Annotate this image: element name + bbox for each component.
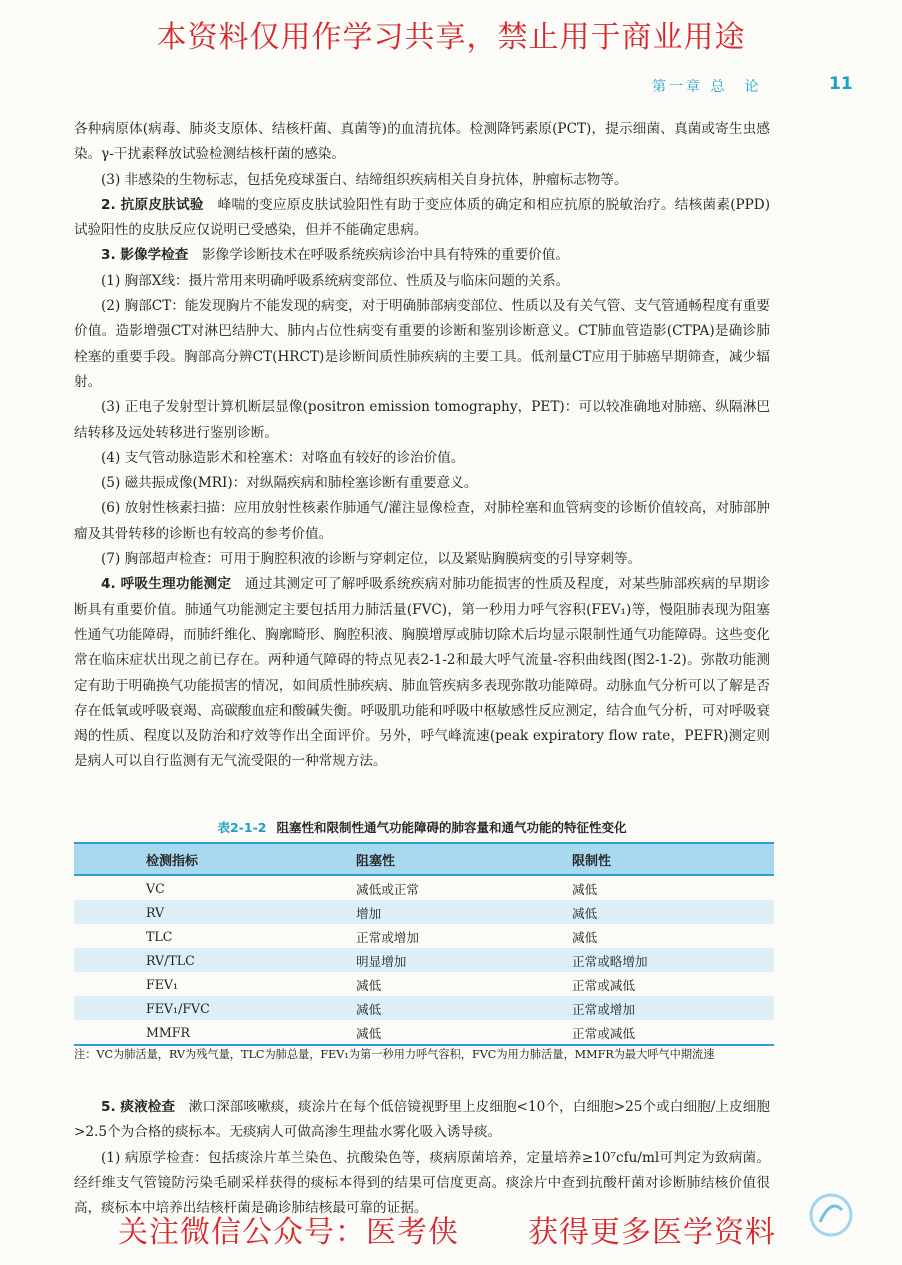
paragraph: (1) 胸部X线：摄片常用来明确呼吸系统病变部位、性质及与临床问题的关系。 <box>101 272 570 289</box>
table-caption <box>74 818 770 836</box>
table-cell: 减低 <box>356 977 382 993</box>
table-row <box>74 972 774 996</box>
paragraph: (5) 磁共振成像(MRI)：对纵隔疾病和肺栓塞诊断有重要意义。 <box>101 475 478 492</box>
chapter-title: 第一章 总 论 <box>652 79 762 95</box>
table-cell: FEV₁ <box>146 976 179 992</box>
table-cell: RV <box>74 900 356 924</box>
table-cell: 正常或减低 <box>572 977 635 993</box>
paragraph: (1) 病原学检查：包括痰涂片革兰染色、抗酸染色等，痰病原菌培养，定量培养≥10⁷cfu/ml可判定为致病菌。经纤维支气管镜防污染毛刷采样获得的痰标本得到的结果可信度更高。痰涂片中查到抗酸杆菌对诊断肺结核价值很高，痰标本中培养出结核杆菌是确诊肺结核最可靠的证据。 <box>74 1149 770 1217</box>
paragraph-skin-test <box>74 193 770 244</box>
decorative-logo-icon <box>806 1190 856 1240</box>
paragraph-lung-function <box>74 572 770 774</box>
table-cell: 正常或略增加 <box>572 948 774 972</box>
table-number: 表2-1-2 <box>217 820 267 835</box>
paragraph-sputum <box>74 1095 770 1146</box>
table-cell: MMFR <box>74 1020 356 1045</box>
table-cell: 减低 <box>572 881 598 897</box>
section-heading: 3. 影像学检查 <box>101 247 189 264</box>
page-number: 11 <box>829 74 853 94</box>
paragraph: (3) 非感染的生物标志，包括免疫球蛋白、结缔组织疾病相关自身抗体，肿瘤标志物等。 <box>101 171 628 188</box>
running-header <box>0 75 902 97</box>
paragraph: (7) 胸部超声检查：可用于胸腔积液的诊断与穿刺定位，以及紧贴胸膜病变的引导穿刺等。 <box>101 551 642 568</box>
paragraph-imaging <box>74 243 770 268</box>
column-header: 限制性 <box>572 843 774 875</box>
paragraph: (3) 正电子发射型计算机断层显像(positron emission tomography，PET)：可以较准确地对肺癌、纵隔淋巴结转移及远处转移进行鉴别诊断。 <box>74 399 770 441</box>
table-cell: TLC <box>146 928 173 944</box>
paragraph-text: 影像学诊断技术在呼吸系统疾病诊治中具有特殊的重要价值。 <box>201 247 569 264</box>
column-header: 阻塞性 <box>356 843 572 875</box>
watermark-banner-top: 本资料仅用作学习共享，禁止用于商业用途 <box>156 20 746 55</box>
table-row <box>74 875 774 900</box>
paragraph: (6) 放射性核素扫描：应用放射性核素作肺通气/灌注显像检查，对肺栓塞和血管病变的诊断价值较高，对肺部肿瘤及其骨转移的诊断也有较高的参考价值。 <box>74 500 770 542</box>
section-heading: 4. 呼吸生理功能测定 <box>101 576 232 593</box>
table-cell: 增加 <box>356 900 572 924</box>
table-cell: 减低 <box>356 996 572 1020</box>
section-heading: 2. 抗原皮肤试验 <box>101 196 204 213</box>
table-row <box>74 924 774 948</box>
table-note: 注：VC为肺活量，RV为残气量，TLC为肺总量，FEV₁为第一秒用力呼气容积，FVC为用力肺活量，MMFR为最大呼气中期流速 <box>74 1048 715 1061</box>
paragraph-text: 峰喘的变应原皮肤试验阳性有助于变应体质的确定和相应抗原的脱敏治疗。结核菌素(PPD)试验阳性的皮肤反应仅说明已受感染，但并不能确定患病。 <box>74 196 771 239</box>
table-cell: 减低 <box>572 900 774 924</box>
paragraph-text: 通过其测定可了解呼吸系统疾病对肺功能损害的性质及程度，对某些肺部疾病的早期诊断具有重要价值。肺通气功能测定主要包括用力肺活量(FVC)，第一秒用力呼气容积(FEV₁)等，慢阻肺表现为阻塞性通气功能障碍，而肺纤维化、胸廓畸形、胸腔积液、胸膜增厚或肺切除术后均显示限制性通气功能障碍。这些变化常在临床症状出现之前已存在。两种通气障碍的特点见表2-1-2和最大呼气流量-容积曲线图(图2-1-2)。弥散功能测定有助于明确换气功能损害的情况，如间质性肺疾病、肺血管疾病多表现弥散功能障碍。动脉血气分析可以了解是否存在低氧或呼吸衰竭、高碳酸血症和酸碱失衡。呼吸肌功能和呼吸中枢敏感性反应测定，结合血气分析，可对呼吸衰竭的性质、程度以及防治和疗效等作出全面评价。另外，呼气峰流速(peak expiratory flow rate，PEFR)测定则是病人可以自行监测有无气流受限的一种常规方法。 <box>74 576 771 770</box>
table-row <box>74 948 774 972</box>
table-cell: 正常或增加 <box>356 929 419 945</box>
paragraph-text: 漱口深部咳嗽痰，痰涂片在每个低倍镜视野里上皮细胞<10个，白细胞>25个或白细胞/上皮细胞>2.5个为合格的痰标本。无痰病人可做高渗生理盐水雾化吸入诱导痰。 <box>74 1099 771 1141</box>
table-row <box>74 996 774 1020</box>
table-cell: 减低或正常 <box>356 881 419 897</box>
table-row <box>74 900 774 924</box>
main-text <box>74 117 770 775</box>
table-cell: VC <box>146 880 165 896</box>
column-header: 检测指标 <box>74 843 356 875</box>
main-text-continued <box>74 1095 770 1221</box>
table-cell: 正常或增加 <box>572 996 774 1020</box>
table-cell: 减低 <box>572 929 598 945</box>
table-cell: RV/TLC <box>74 948 356 972</box>
table-row <box>74 1020 774 1045</box>
paragraph: (4) 支气管动脉造影术和栓塞术：对咯血有较好的诊治价值。 <box>101 449 465 466</box>
table-title: 阻塞性和限制性通气功能障碍的肺容量和通气功能的特征性变化 <box>276 820 627 835</box>
paragraph: 各种病原体(病毒、肺炎支原体、结核杆菌、真菌等)的血清抗体。检测降钙素原(PCT)，提示细菌、真菌或寄生虫感染。γ-干扰素释放试验检测结核杆菌的感染。 <box>74 121 770 163</box>
banner-right-text: 获得更多医学资料 <box>528 1215 776 1250</box>
section-heading: 5. 痰液检查 <box>101 1099 176 1115</box>
table-cell: 明显增加 <box>356 948 572 972</box>
data-table <box>74 842 774 1046</box>
table-cell: 减低 <box>356 1020 572 1045</box>
table-header-row <box>74 843 774 875</box>
banner-left-text: 关注微信公众号：医考侠 <box>118 1215 459 1250</box>
table-cell: FEV₁/FVC <box>74 996 356 1020</box>
table-cell: 正常或减低 <box>572 1020 774 1045</box>
paragraph: (2) 胸部CT：能发现胸片不能发现的病变，对于明确肺部病变部位、性质以及有关气管、支气管通畅程度有重要价值。造影增强CT对淋巴结肿大、肺内占位性病变有重要的诊断和鉴别诊断意义。CT肺血管造影(CTPA)是确诊肺栓塞的重要手段。胸部高分辨CT(HRCT)是诊断间质性肺疾病的主要工具。低剂量CT应用于肺癌早期筛查，减少辐射。 <box>74 298 770 390</box>
